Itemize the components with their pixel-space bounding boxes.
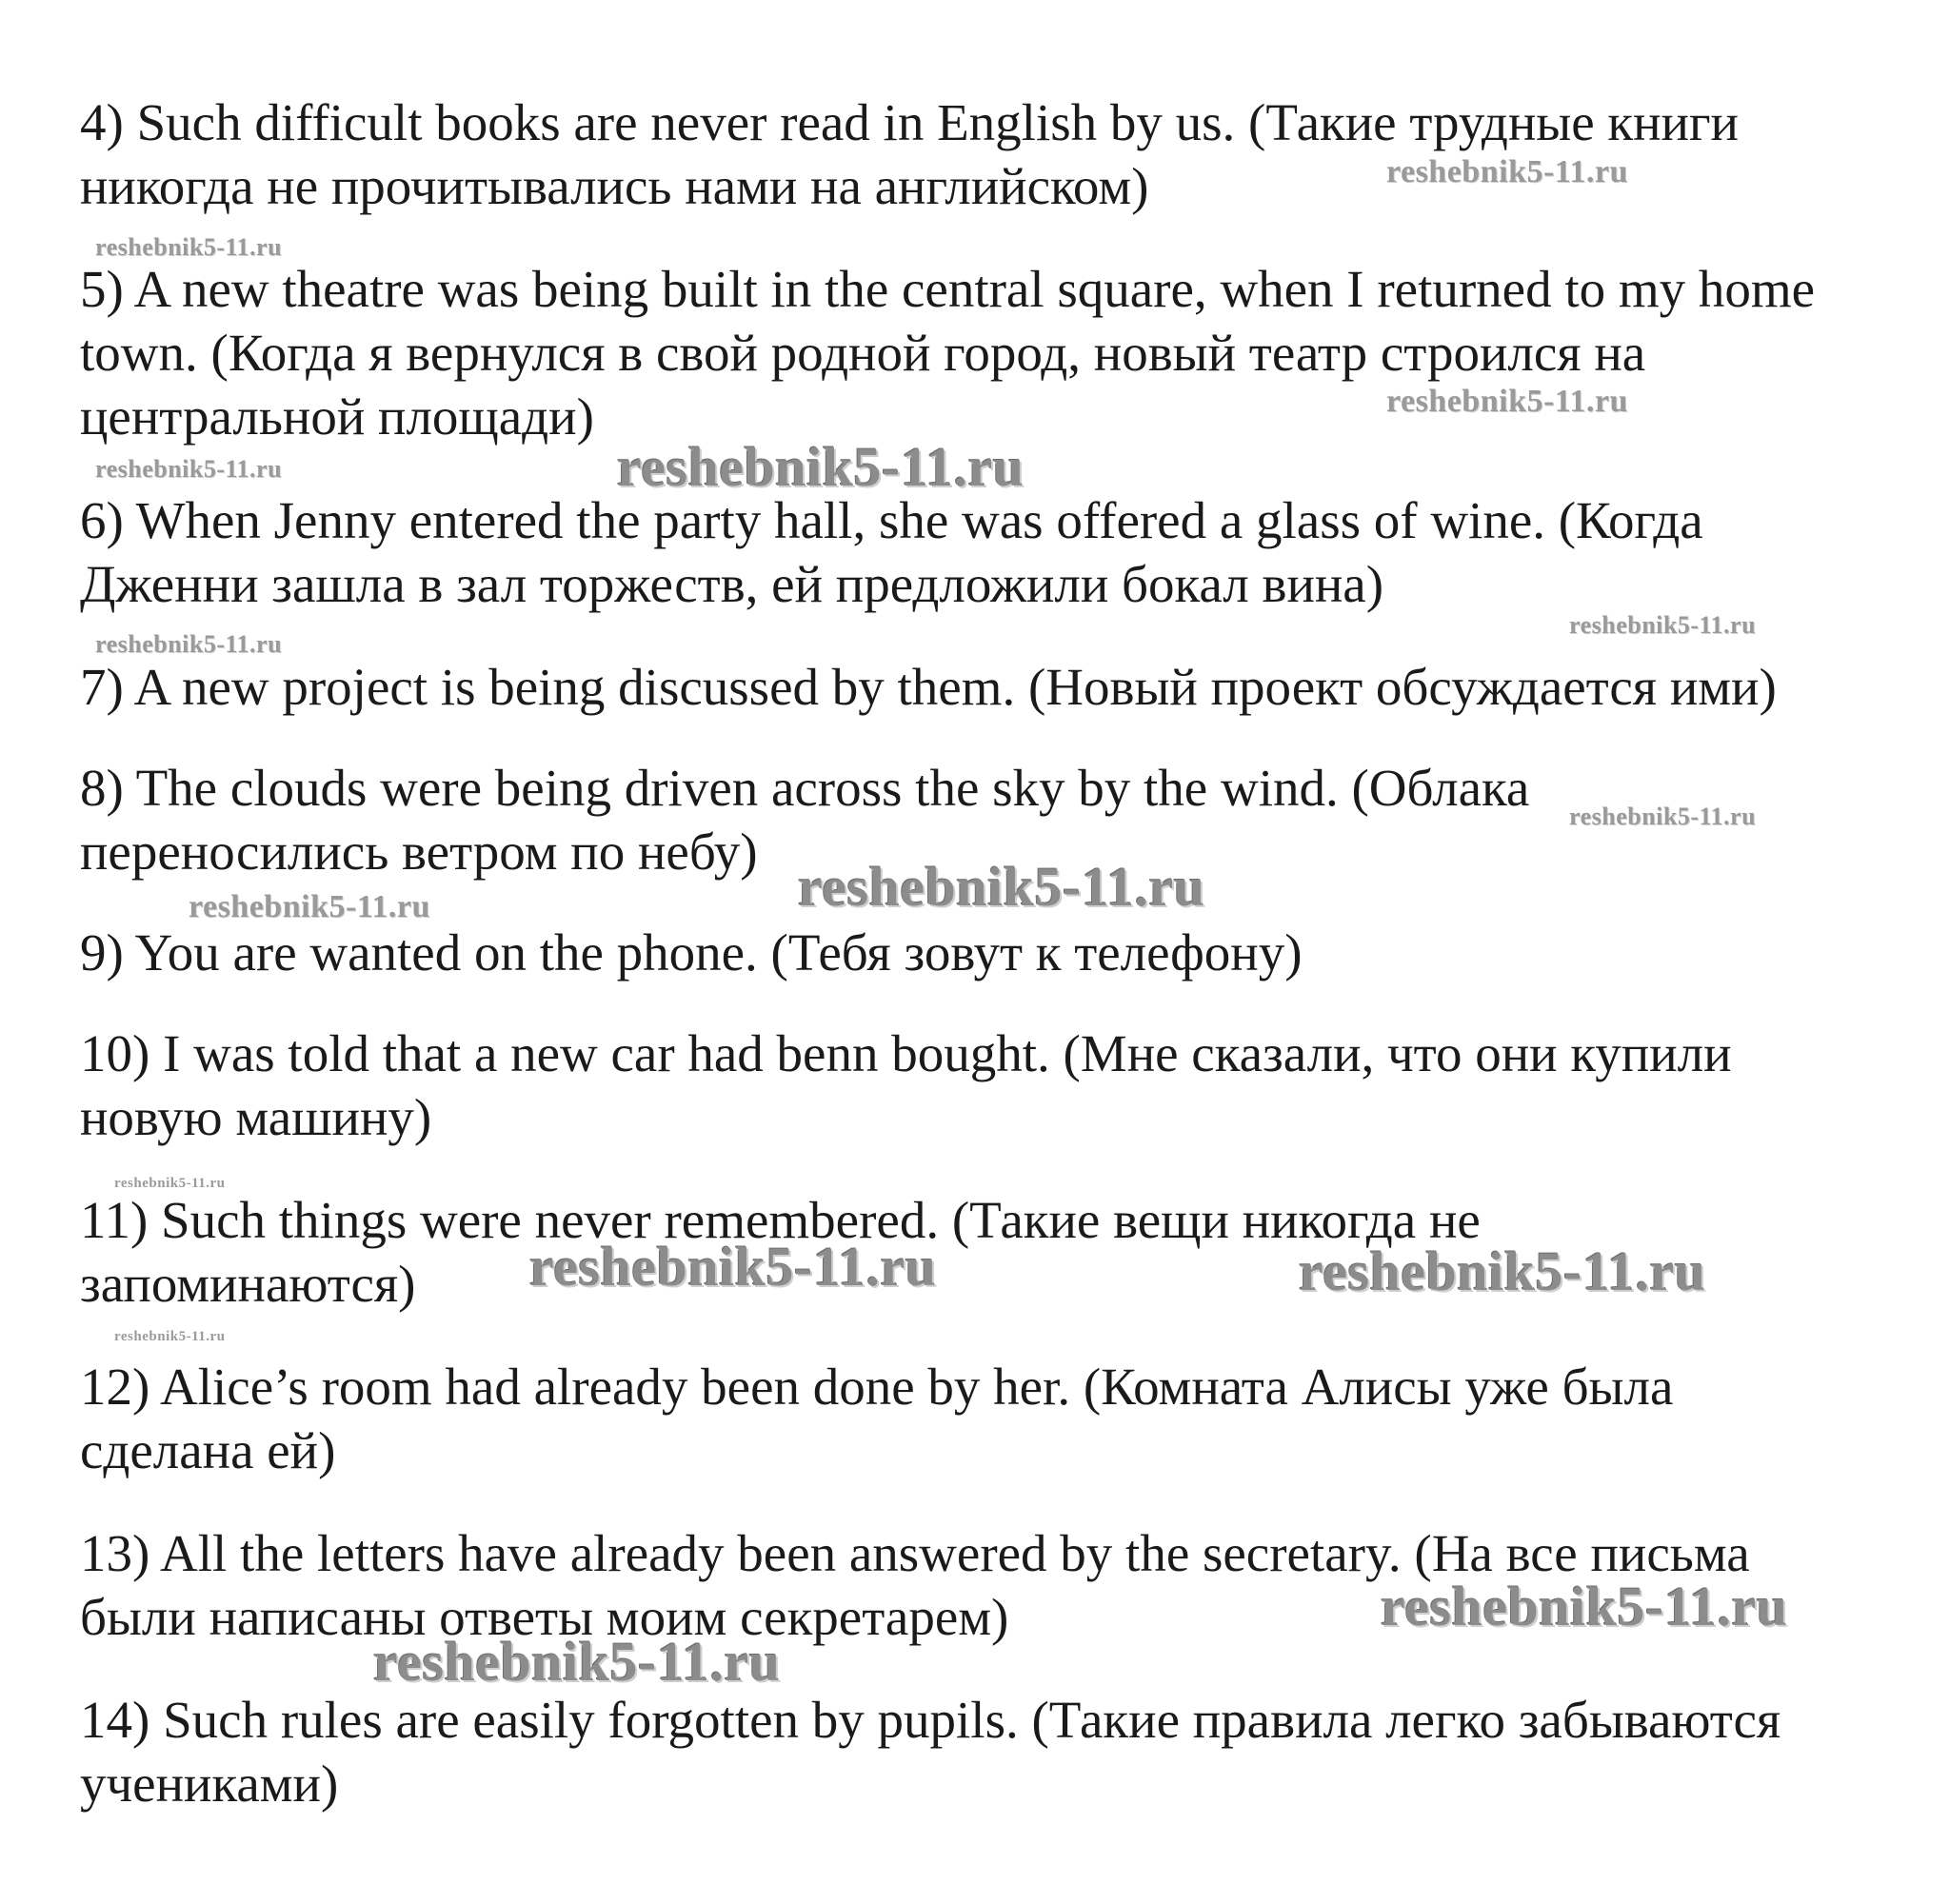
watermark: reshebnik5-11.ru: [114, 1329, 226, 1344]
watermark: reshebnik5-11.ru: [617, 436, 1025, 498]
exercise-item-6: 6) When Jenny entered the party hall, she was offered a glass of wine. (Когда Дженни зашла в зал торжеств, ей предложили бокал вина): [80, 491, 1703, 613]
watermark: reshebnik5-11.ru: [1381, 1576, 1788, 1637]
exercise-item-9: 9) You are wanted on the phone. (Тебя зовут к телефону): [80, 923, 1303, 982]
exercise-item-10: 10) I was told that a new car had benn bought. (Мне сказали, что они купили новую машину): [80, 1024, 1732, 1146]
watermark: reshebnik5-11.ru: [114, 1176, 226, 1191]
exercise-item-11: 11) Such things were never remembered. (Такие вещи никогда не запоминаются): [80, 1191, 1481, 1313]
watermark: reshebnik5-11.ru: [529, 1236, 937, 1298]
exercise-item-5: 5) A new theatre was being built in the central square, when I returned to my home town. (Когда я вернулся в свой родной город, новый театр строился на центральной площади): [80, 260, 1816, 446]
exercise-item-4: 4) Such difficult books are never read in English by us. (Такие трудные книги никогда не прочитывались нами на английском): [80, 93, 1739, 215]
watermark: reshebnik5-11.ru: [373, 1631, 781, 1693]
watermark: reshebnik5-11.ru: [95, 630, 283, 658]
watermark: reshebnik5-11.ru: [798, 856, 1205, 918]
watermark: reshebnik5-11.ru: [1299, 1240, 1706, 1302]
exercise-item-14: 14) Such rules are easily forgotten by pupils. (Такие правила легко забываются учениками): [80, 1691, 1781, 1813]
watermark: reshebnik5-11.ru: [95, 455, 283, 483]
watermark: reshebnik5-11.ru: [1569, 611, 1757, 639]
watermark: reshebnik5-11.ru: [1386, 154, 1628, 189]
watermark: reshebnik5-11.ru: [189, 889, 430, 924]
exercise-item-13: 13) All the letters have already been answered by the secretary. (На все письма были написаны ответы моим секретарем): [80, 1524, 1750, 1646]
watermark: reshebnik5-11.ru: [1386, 384, 1628, 419]
exercise-item-12: 12) Alice’s room had already been done by her. (Комната Алисы уже была сделана ей): [80, 1358, 1674, 1479]
exercise-item-8: 8) The clouds were being driven across the sky by the wind. (Облака переносились ветром по небу): [80, 759, 1530, 881]
exercise-item-7: 7) A new project is being discussed by them. (Новый проект обсуждается ими): [80, 658, 1777, 716]
watermark: reshebnik5-11.ru: [95, 233, 283, 261]
watermark: reshebnik5-11.ru: [1569, 803, 1757, 830]
